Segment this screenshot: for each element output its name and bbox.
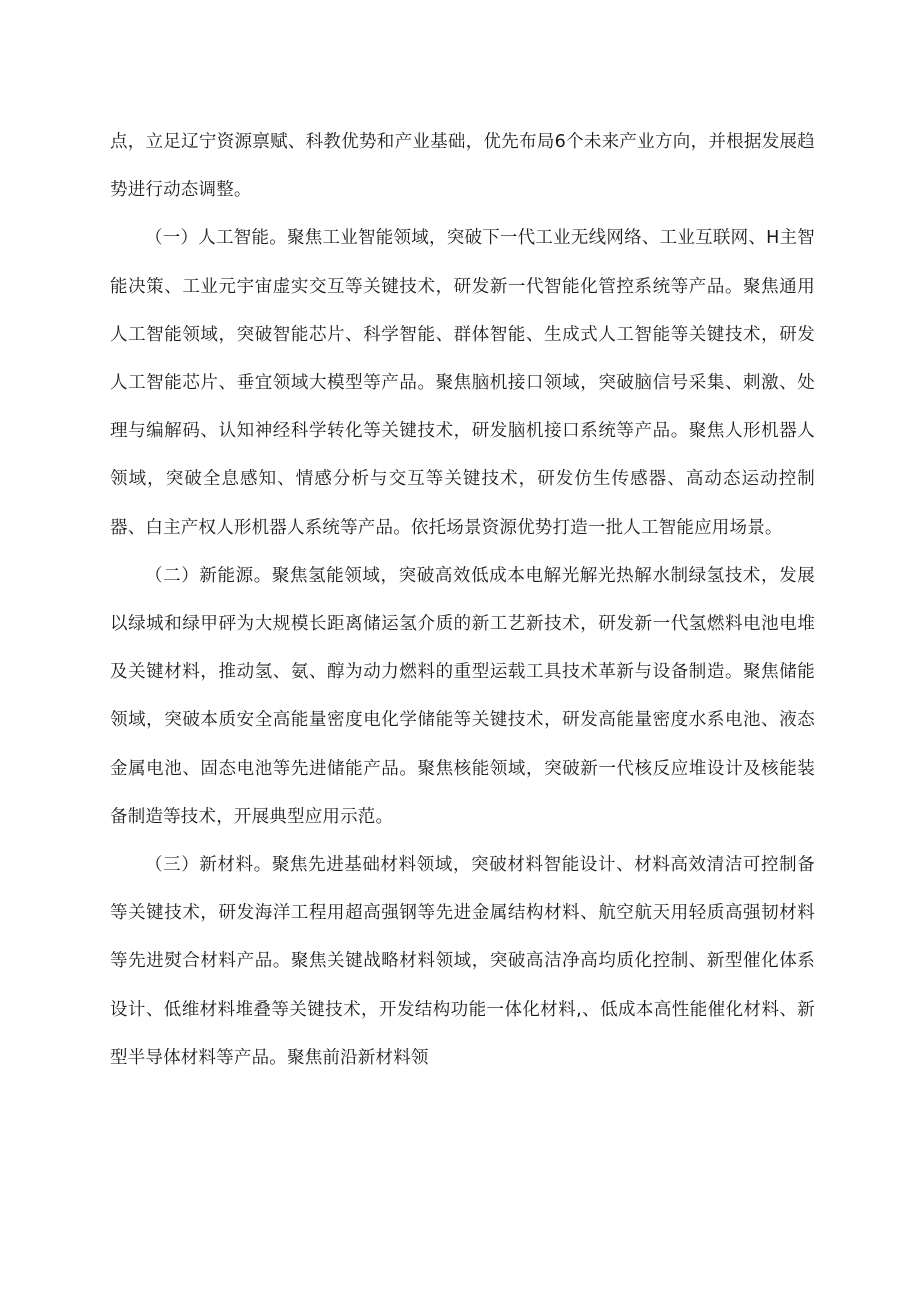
paragraph-new-energy: （二）新能源。聚焦氢能领域，突破高效低成本电解光解光热解水制绿氢技术，发展以绿城和绿甲砰为大规模长距离储运氢介质的新工艺新技术，研发新一代氢燃料电池电堆及关键材料，推动氢、氨、醇为动力燃料的重型运载工具技术革新与设备制造。聚焦储能领域，突破本质安全高能量密度电化学储能等关键技术，研发高能量密度水系电池、液态金属电池、固态电池等先进储能产品。聚焦核能领域，突破新一代核反应堆设计及核能装备制造等技术，开展典型应用示范。 [110, 565, 815, 827]
paragraph-intro: 点，立足辽宁资源禀赋、科教优势和产业基础，优先布局6个未来产业方向，并根据发展趋势进行动态调整。 [110, 132, 815, 201]
paragraph-artificial-intelligence: （一）人工智能。聚焦工业智能领域，突破下一代工业无线网络、工业互联网、H主智能决策、工业元宇宙虚实交互等关键技术，研发新一代智能化管控系统等产品。聚焦通用人工智能领域，突破智能芯片、科学智能、群体智能、生成式人工智能等关键技术，研发人工智能芯片、垂宜领域大模型等产品。聚焦脑机接口领域，突破脑信号采集、刺激、处理与编解码、认知神经科学转化等关键技术，研发脑机接口系统等产品。聚焦人形机器人领域，突破全息感知、情感分析与交互等关键技术，研发仿生传感器、高动态运动控制器、白主产权人形机器人系统等产品。依托场景资源优势打造一批人工智能应用场景。 [110, 228, 815, 538]
document-body [110, 118, 815, 1082]
paragraph-new-materials: （三）新材料。聚焦先进基础材料领域，突破材料智能设计、材料高效清洁可控制备等关键技术，研发海洋工程用超高强钢等先进金属结构材料、航空航天用轻质高强韧材料等先进熨合材料产品。聚焦关键战略材料领域，突破高洁净高均质化控制、新型催化体系设计、低维材料堆叠等关键技术，开发结构功能一体化材料,、低成本高性能催化材料、新型半导体材料等产品。聚焦前沿新材料领 [110, 855, 815, 1068]
